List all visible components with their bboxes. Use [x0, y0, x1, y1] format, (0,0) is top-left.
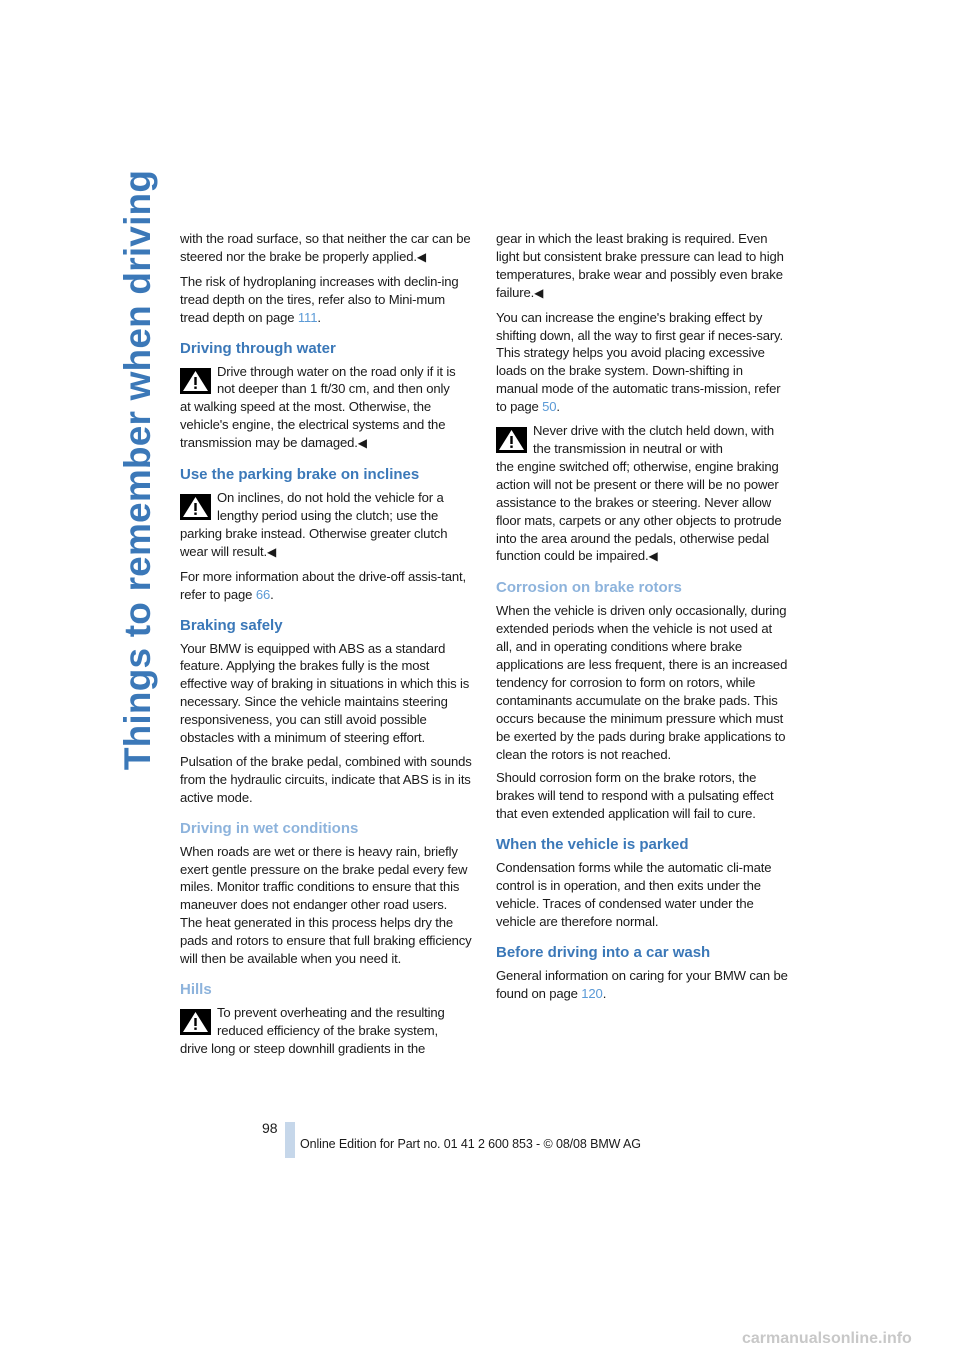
footer-edition-text: Online Edition for Part no. 01 41 2 600 853 - © 08/08 BMW AG	[300, 1137, 641, 1151]
warning-water-text-rest: at walking speed at the most. Otherwise, the vehicle's engine, the electrical systems and the transmission may be damaged.◀	[180, 399, 446, 451]
right-column	[496, 230, 788, 1009]
warning-parking-text-rest: parking brake instead. Otherwise greater clutch wear will result.◀	[180, 525, 448, 559]
warning-block-clutch	[496, 422, 788, 566]
heading-parking-brake-inclines: Use the parking brake on inclines	[180, 466, 420, 484]
heading-car-wash: Before driving into a car wash	[496, 943, 711, 961]
watermark: carmanualsonline.info	[742, 1330, 912, 1347]
page-link-66[interactable]: 66	[255, 586, 271, 602]
page-link-111[interactable]: 111	[297, 309, 318, 325]
downshift-paragraph: You can increase the engine's braking effect by shifting down, all the way to first gear if neces-sary. This strategy helps you avoid placing excessive loads on the brake system. Down-shifting in manual mode of the automatic trans-mission, refer to page 50.	[496, 309, 783, 415]
warning-block-hills	[180, 1004, 472, 1058]
warning-clutch-text-rest: the engine switched off; otherwise, engine braking action will not be present or there will be no power assistance to the brakes or steering. Never allow floor mats, carpets or any other objects to protrude into the area around the pedals, otherwise pedal function could be impaired.◀	[496, 458, 782, 564]
braking-paragraph-2: Pulsation of the brake pedal, combined with sounds from the hydraulic circuits, indicate that ABS is in its active mode.	[180, 753, 472, 805]
heading-vehicle-parked: When the vehicle is parked	[496, 836, 689, 854]
heading-braking-safely: Braking safely	[180, 616, 283, 634]
intro-paragraph-1: with the road surface, so that neither the car can be steered nor the brake be properly applied.◀	[180, 231, 471, 264]
page-link-120[interactable]: 120	[581, 985, 603, 1001]
left-column	[180, 230, 472, 1064]
side-chapter-title-text: Things to remember when driving	[117, 169, 158, 771]
warning-block-parking-brake	[180, 489, 472, 562]
heading-corrosion-brake-rotors: Corrosion on brake rotors	[496, 579, 682, 597]
end-mark: ◀	[534, 285, 544, 300]
heading-driving-through-water: Driving through water	[180, 339, 336, 357]
warning-triangle-icon	[180, 494, 211, 520]
heading-driving-wet-conditions: Driving in wet conditions	[180, 819, 359, 837]
warning-block-water	[180, 363, 472, 454]
warning-hills-text-rest: drive long or steep downhill gradients in the	[180, 1040, 426, 1056]
intro-paragraph-2: The risk of hydroplaning increases with declin-ing tread depth on the tires, refer also to Mini-mum tread depth on page 111.	[180, 273, 459, 325]
warning-triangle-icon	[180, 368, 211, 394]
page-link-50[interactable]: 50	[542, 399, 557, 415]
end-mark: ◀	[357, 436, 367, 451]
braking-paragraph-1: Your BMW is equipped with ABS as a standard feature. Applying the brakes fully is the most effective way of braking in situations in which this is necessary. Since the vehicle maintains steering responsiveness, you can still avoid possible obstacles with a minimum of steering effort.	[180, 640, 470, 746]
end-mark: ◀	[266, 544, 277, 559]
end-mark: ◀	[416, 249, 426, 264]
page-number: 98	[262, 1120, 278, 1136]
heading-hills: Hills	[180, 981, 212, 998]
end-mark: ◀	[648, 549, 658, 564]
wet-conditions-paragraph: When roads are wet or there is heavy rain, briefly exert gentle pressure on the brake pedal every few miles. Monitor traffic conditions to ensure that this maneuver does not endanger other road users. The heat generated in this process helps dry the pads and rotors to ensure that full braking efficiency will then be available when you need it.	[180, 843, 472, 967]
warning-hills-text-first: To prevent overheating and the resulting reduced efficiency of the brake system,	[217, 1005, 445, 1038]
warning-triangle-icon	[496, 427, 527, 453]
warning-water-text-first: Drive through water on the road only if it is not deeper than 1 ft/30 cm, and then only	[217, 363, 456, 397]
hills-continued-paragraph: gear in which the least braking is required. Even light but consistent brake pressure can lead to high temperatures, brake wear and possibly even brake failure.◀	[496, 231, 784, 300]
footer-accent-bar	[285, 1122, 295, 1158]
parked-paragraph: Condensation forms while the automatic cli-mate control is in operation, and then exits under the vehicle. Traces of condensed water under the vehicle are therefore normal.	[496, 860, 772, 929]
side-chapter-title	[113, 169, 163, 771]
warning-clutch-text-first: Never drive with the clutch held down, with the transmission in neutral or with	[533, 423, 774, 456]
car-wash-paragraph: General information on caring for your BMW can be found on page 120.	[496, 967, 788, 1001]
warning-triangle-icon	[180, 1009, 211, 1035]
warning-parking-text-first: On inclines, do not hold the vehicle for a lengthy period using the clutch; use the	[217, 490, 444, 523]
corrosion-paragraph-1: When the vehicle is driven only occasionally, during extended periods when the vehicle is not used at all, and in operating conditions where brake applications are less frequent, there is an increased tendency for corrosion to form on rotors, while contaminants accumulate on the brake pads. This occurs because the minimum pressure which must be exerted by the pads during brake applications to clean the rotors is not reached.	[496, 603, 788, 762]
drive-off-assistant-paragraph: For more information about the drive-off assis-tant, refer to page 66.	[180, 568, 466, 602]
corrosion-paragraph-2: Should corrosion form on the brake rotors, the brakes will tend to respond with a pulsating effect that even extended application will fail to cure.	[496, 770, 774, 822]
